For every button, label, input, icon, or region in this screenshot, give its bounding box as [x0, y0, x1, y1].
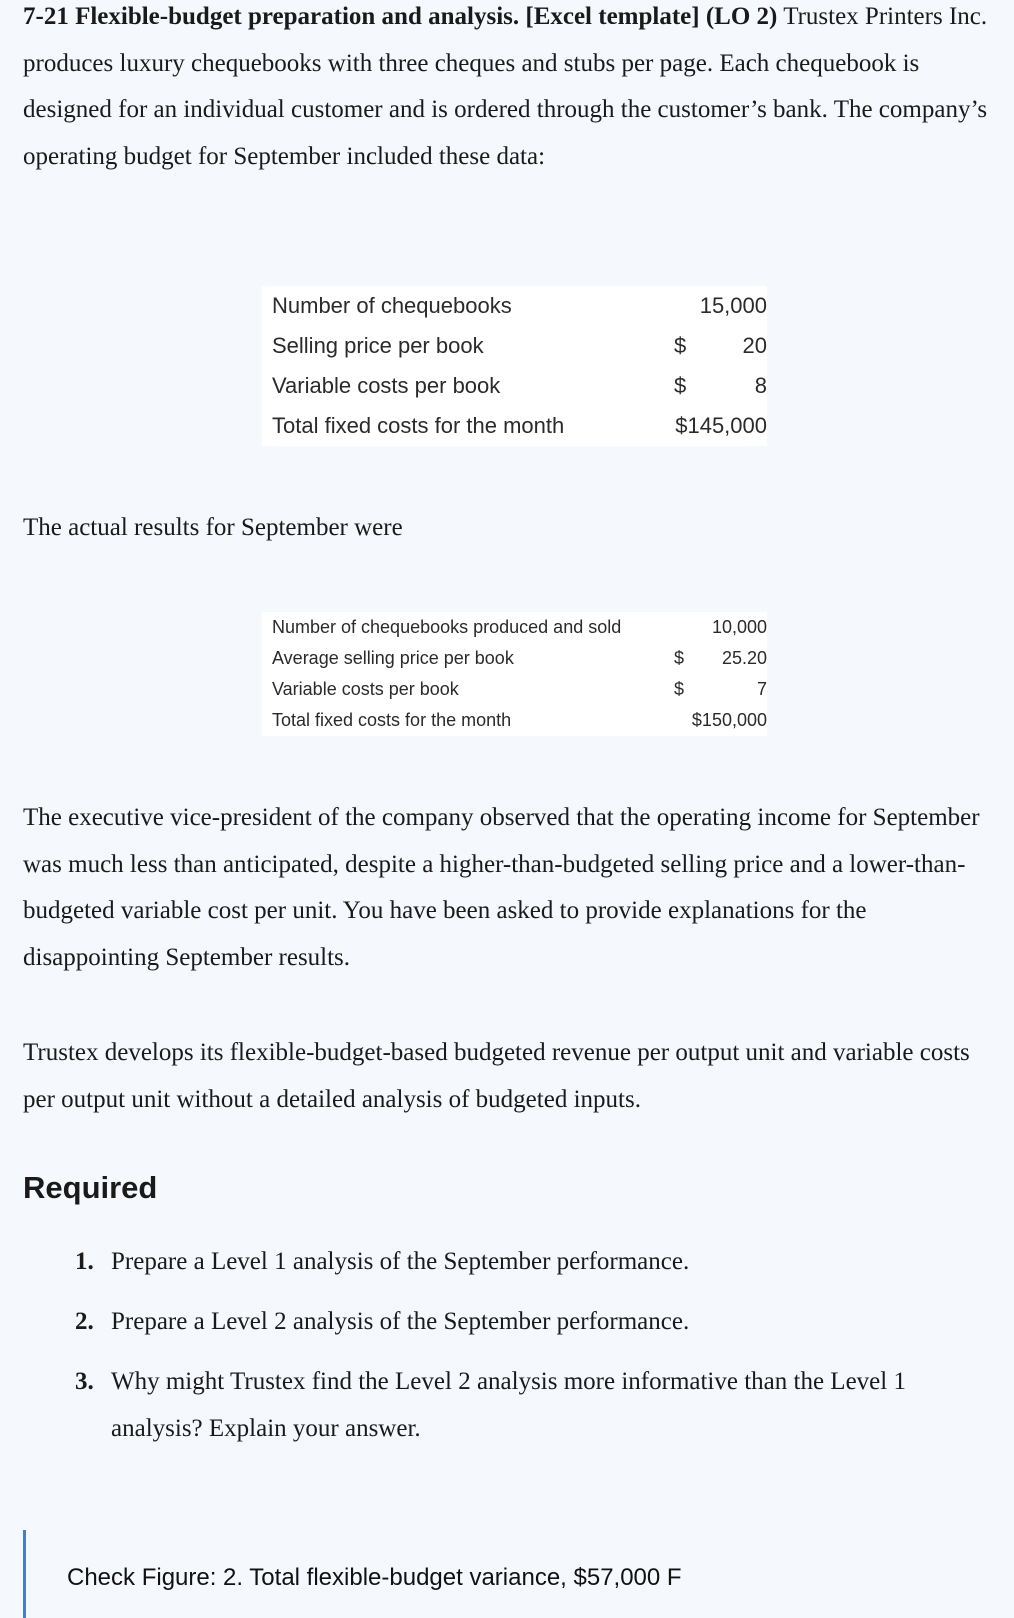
actual-results-table [262, 612, 767, 736]
row-currency: $ [674, 648, 685, 668]
list-item [75, 1358, 995, 1452]
row-label: Average selling price per book [272, 648, 514, 668]
row-label: Variable costs per book [272, 679, 459, 699]
required-list [75, 1238, 995, 1465]
item-number: 1. [75, 1248, 94, 1275]
row-label: Variable costs per book [272, 373, 501, 398]
row-value: 25.20 [721, 648, 767, 668]
table-row [262, 406, 767, 446]
budget-table [262, 286, 767, 446]
table-row [262, 643, 767, 674]
table-row [262, 326, 767, 366]
item-text: Prepare a Level 2 analysis of the September performance. [111, 1308, 690, 1335]
row-label: Total fixed costs for the month [272, 413, 565, 438]
check-figure-text: Check Figure: 2. Total flexible-budget variance, $57,000 F [67, 1564, 682, 1591]
table-row [262, 674, 767, 705]
row-value: 15,000 [699, 293, 767, 318]
row-value: 8 [754, 373, 767, 398]
actual-results-intro: The actual results for September were [23, 514, 403, 541]
problem-intro [23, 0, 993, 180]
paragraph-flexible-budget: Trustex develops its flexible-budget-based budgeted revenue per output unit and variable costs per output unit without a detailed analysis of budgeted inputs. [23, 1039, 970, 1113]
problem-intro-text: Trustex Printers Inc. produces luxury chequebooks with three cheques and stubs per page. Each chequebook is designed for an individual customer and is ordered through the customer’s bank. The company’s operating budget for September included these data: [23, 3, 988, 170]
row-label: Number of chequebooks [272, 293, 512, 318]
problem-heading: 7-21 Flexible-budget preparation and analysis. [Excel template] (LO 2) [23, 3, 778, 30]
row-value: 10,000 [711, 617, 767, 637]
table-row [262, 366, 767, 406]
row-label: Number of chequebooks produced and sold [272, 617, 622, 637]
paragraph-evp: The executive vice-president of the company observed that the operating income for September was much less than anticipated, despite a higher-than-budgeted selling price and a lower-than-budgeted variable cost per unit. You have been asked to provide explanations for the disappointing September results. [23, 804, 980, 971]
table-row [262, 705, 767, 736]
table-row [262, 612, 767, 643]
row-currency: $ [674, 333, 687, 358]
required-heading: Required [23, 1170, 158, 1205]
row-label: Total fixed costs for the month [272, 710, 512, 730]
item-text: Prepare a Level 1 analysis of the September performance. [111, 1248, 690, 1275]
item-number: 2. [75, 1308, 94, 1335]
row-currency: $ [674, 679, 685, 699]
row-value: $150,000 [691, 710, 767, 730]
check-figure-callout [23, 1530, 682, 1618]
list-item [75, 1238, 995, 1285]
table-row [262, 286, 767, 326]
item-text: Why might Trustex find the Level 2 analysis more informative than the Level 1 analysis? Explain your answer. [111, 1368, 906, 1442]
list-item [75, 1298, 995, 1345]
row-value: 20 [742, 333, 767, 358]
row-label: Selling price per book [272, 333, 484, 358]
row-value: 7 [756, 679, 767, 699]
item-number: 3. [75, 1368, 94, 1395]
row-currency: $ [674, 373, 687, 398]
row-value: $145,000 [675, 413, 767, 438]
